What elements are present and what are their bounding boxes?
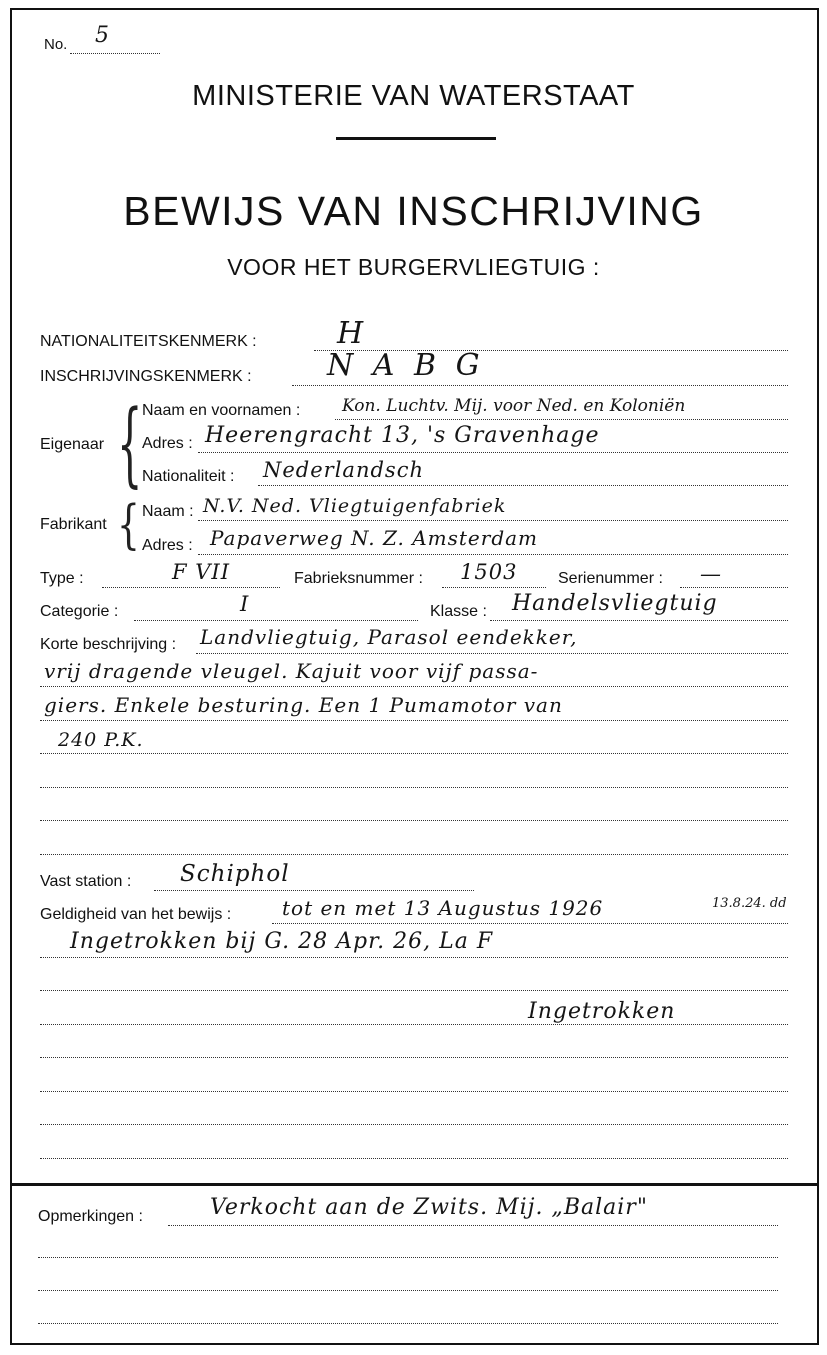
categorie-label: Categorie : — [40, 603, 119, 620]
opmerkingen-line-3 — [38, 1290, 778, 1291]
eigenaar-naam-label: Naam en voornamen : — [142, 402, 301, 419]
klasse-line — [490, 620, 788, 621]
categorie-value: I — [240, 592, 250, 616]
eigenaar-naam-value: Kon. Luchtv. Mij. voor Ned. en Koloniën — [342, 396, 686, 416]
document-subtitle: VOOR HET BURGERVLIEGTUIG : — [227, 254, 600, 280]
number-line — [70, 53, 160, 54]
type-value: F VII — [172, 560, 231, 584]
opmerkingen-label: Opmerkingen : — [38, 1208, 143, 1225]
inschrijvingskenmerk-line — [292, 385, 788, 386]
klasse-value: Handelsvliegtuig — [512, 591, 718, 616]
fabrikant-adres-label: Adres : — [142, 537, 193, 554]
beschrijving-line-6 — [40, 820, 788, 821]
fabrikant-naam-line — [198, 520, 788, 521]
beschrijving-text-3: giers. Enkele besturing. Een 1 Pumamotor van — [44, 693, 563, 717]
klasse-label: Klasse : — [430, 603, 487, 620]
geldigheid-line-3 — [40, 990, 788, 991]
beschrijving-line-1 — [196, 653, 788, 654]
fabrieksnummer-value: 1503 — [460, 560, 518, 584]
opmerkingen-line-1 — [168, 1225, 778, 1226]
eigenaar-adres-line — [198, 452, 788, 453]
heading-divider — [336, 137, 496, 140]
vast-station-label: Vast station : — [40, 873, 132, 890]
geldigheid-note: 13.8.24. dd — [712, 896, 787, 911]
eigenaar-nationaliteit-label: Nationaliteit : — [142, 468, 235, 485]
fabrieksnummer-line — [442, 587, 546, 588]
inschrijvingskenmerk-value: N A B G — [327, 348, 485, 383]
eigenaar-adres-value: Heerengracht 13, 's Gravenhage — [205, 423, 600, 448]
fabrikant-adres-line — [198, 554, 788, 555]
geldigheid-line — [272, 923, 788, 924]
nationaliteitskenmerk-label: NATIONALITEITSKENMERK : — [40, 333, 257, 350]
fabrikant-adres-value: Papaverweg N. Z. Amsterdam — [210, 526, 539, 550]
vast-station-value: Schiphol — [180, 861, 290, 887]
ingetrokken-stamp: Ingetrokken — [528, 999, 676, 1024]
serienummer-label: Serienummer : — [558, 570, 663, 587]
geldigheid-line-6 — [40, 1091, 788, 1092]
opmerkingen-value: Verkocht aan de Zwits. Mij. „Balair" — [210, 1195, 648, 1220]
eigenaar-naam-line — [335, 419, 788, 420]
vast-station-line — [154, 890, 474, 891]
geldigheid-line-2 — [40, 957, 788, 958]
number-label: No. — [44, 36, 68, 53]
geldigheid-line-5 — [40, 1057, 788, 1058]
type-label: Type : — [40, 570, 84, 587]
ministry-heading: MINISTERIE VAN WATERSTAAT — [192, 80, 635, 112]
eigenaar-adres-label: Adres : — [142, 435, 193, 452]
inschrijvingskenmerk-label: INSCHRIJVINGSKENMERK : — [40, 368, 252, 385]
fabrikant-naam-label: Naam : — [142, 503, 194, 520]
geldigheid-value: tot en met 13 Augustus 1926 — [282, 896, 604, 920]
eigenaar-brace: { — [117, 392, 143, 498]
geldigheid-line-4 — [40, 1024, 788, 1025]
nationaliteitskenmerk-value: H — [337, 316, 365, 351]
beschrijving-line-7 — [40, 854, 788, 855]
document-title: BEWIJS VAN INSCHRIJVING — [123, 188, 704, 234]
beschrijving-text-4: 240 P.K. — [58, 729, 144, 751]
serienummer-value: — — [700, 562, 722, 586]
beschrijving-line-2 — [40, 686, 788, 687]
opmerkingen-divider — [10, 1183, 819, 1186]
number-value: 5 — [95, 23, 110, 48]
eigenaar-nationaliteit-value: Nederlandsch — [263, 458, 424, 482]
serienummer-line — [680, 587, 788, 588]
geldigheid-line-2-text: Ingetrokken bij G. 28 Apr. 26, La F — [70, 929, 494, 954]
opmerkingen-line-4 — [38, 1323, 778, 1324]
beschrijving-line-4 — [40, 753, 788, 754]
type-line — [102, 587, 280, 588]
korte-beschrijving-label: Korte beschrijving : — [40, 636, 177, 653]
fabrikant-brace: { — [117, 496, 140, 556]
categorie-line — [134, 620, 418, 621]
eigenaar-nationaliteit-line — [258, 485, 788, 486]
fabrikant-naam-value: N.V. Ned. Vliegtuigenfabriek — [203, 495, 507, 517]
beschrijving-line-5 — [40, 787, 788, 788]
fabrikant-label: Fabrikant — [40, 516, 107, 533]
beschrijving-text-1: Landvliegtuig, Parasol eendekker, — [200, 625, 578, 649]
beschrijving-text-2: vrij dragende vleugel. Kajuit voor vijf passa- — [44, 659, 539, 683]
beschrijving-line-3 — [40, 720, 788, 721]
eigenaar-label: Eigenaar — [40, 436, 105, 453]
geldigheid-line-8 — [40, 1158, 788, 1159]
geldigheid-line-7 — [40, 1124, 788, 1125]
geldigheid-label: Geldigheid van het bewijs : — [40, 906, 232, 923]
opmerkingen-line-2 — [38, 1257, 778, 1258]
fabrieksnummer-label: Fabrieksnummer : — [294, 570, 423, 587]
